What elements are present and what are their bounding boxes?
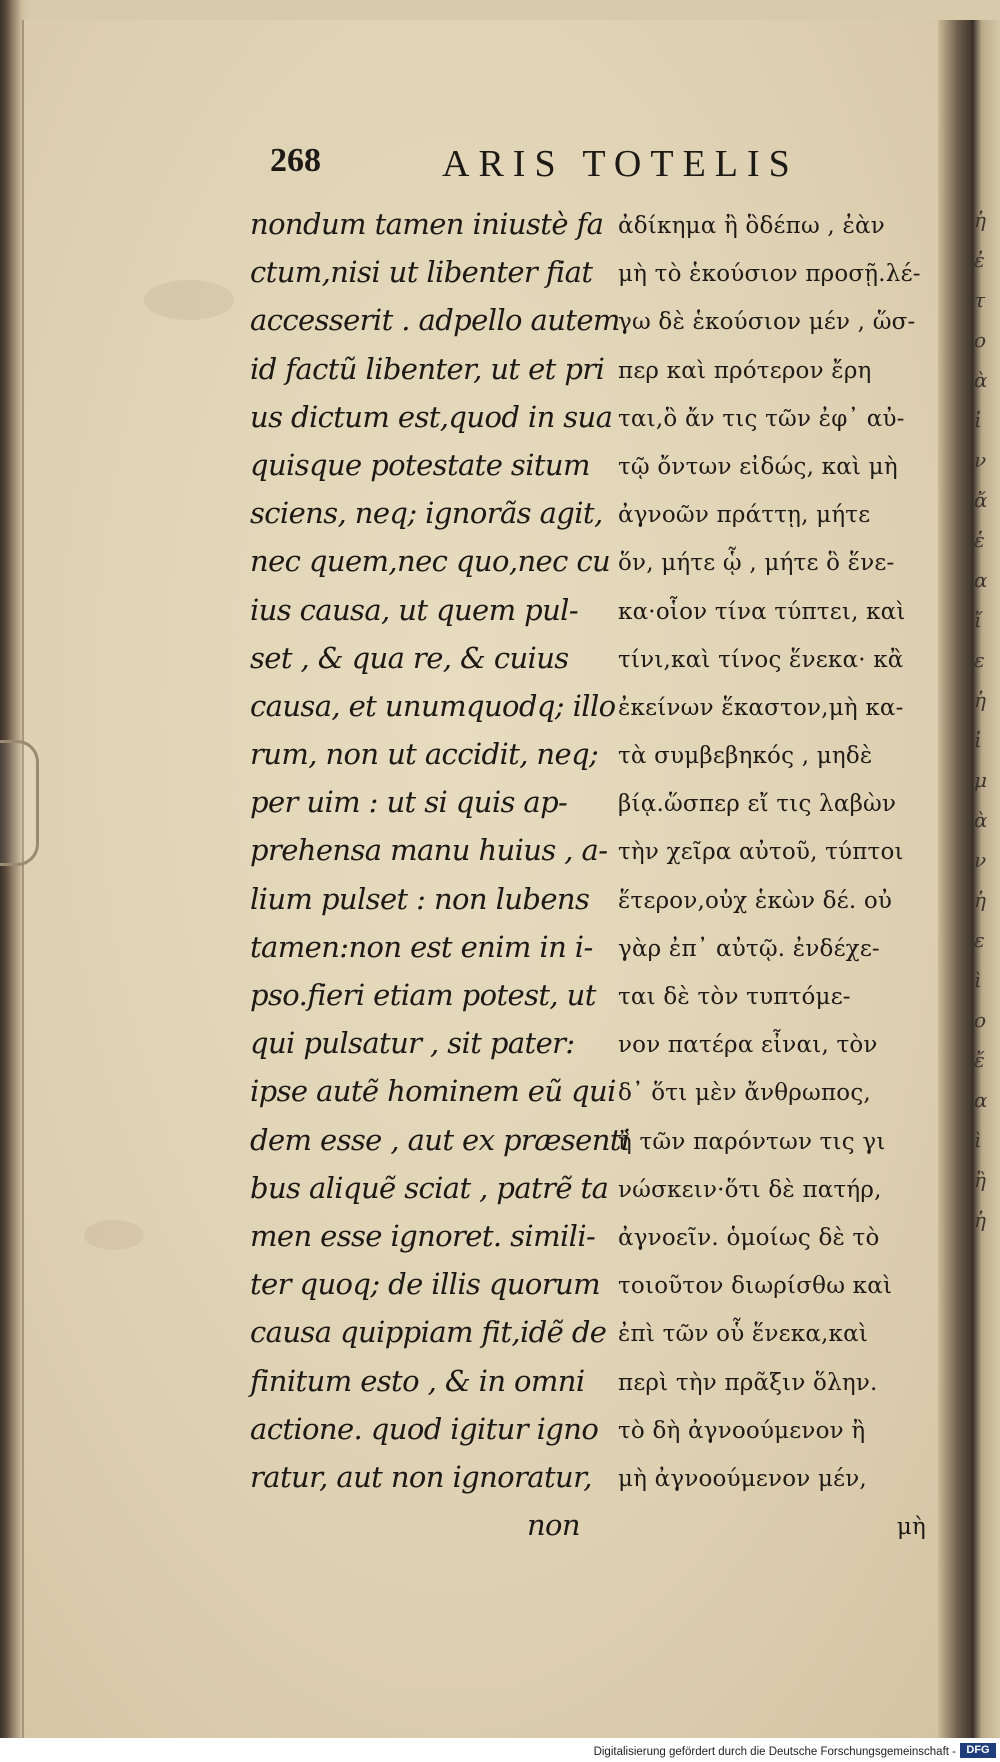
latin-line: tamen:non est enim in i- <box>250 929 593 964</box>
greek-catchword: μὴ <box>896 1514 926 1541</box>
latin-catchword: non <box>526 1508 580 1543</box>
latin-line: men esse ignoret. simili- <box>250 1218 596 1253</box>
paper-stain <box>144 280 234 320</box>
digitization-credit: Digitalisierung gefördert durch die Deutsche Forschungsgemeinschaft - <box>593 1746 956 1758</box>
greek-line: νον πατέρα εἶναι, τὸν <box>618 1032 878 1059</box>
greek-line: τοιοῦτον διωρίσθω καὶ <box>618 1273 893 1300</box>
dfg-logo: DFG <box>960 1743 996 1758</box>
greek-line: κα·οἷον τίνα τύπτει, καὶ <box>618 598 906 625</box>
latin-line: quisque potestate situm <box>250 447 590 482</box>
greek-line: ἐκείνων ἕκαστον,μὴ κα- <box>618 694 904 721</box>
latin-line: causa, et unumquodq; illo <box>250 688 616 723</box>
greek-line: ἐπὶ τῶν οὗ ἕνεκα,καὶ <box>618 1321 869 1348</box>
latin-line: causa quippiam fit,idẽ de <box>250 1315 607 1350</box>
greek-line: γω δὲ ἑκούσιον μέν , ὥσ- <box>618 309 916 336</box>
latin-line: nondum tamen iniustè fa <box>250 207 604 241</box>
latin-line: finitum esto , & in omni <box>250 1363 585 1398</box>
latin-line: ius causa, ut quem pul- <box>250 592 579 627</box>
greek-line: ἀδίκημα ἢ ὃδέπω , ἐὰν <box>618 213 885 239</box>
latin-line: bus aliquẽ sciat , patrẽ ta <box>250 1170 609 1205</box>
greek-line: περ καὶ πρότερον ἔρη <box>618 357 872 384</box>
latin-line: actione. quod igitur igno <box>250 1411 599 1446</box>
latin-line: pso.fieri etiam potest, ut <box>250 978 596 1012</box>
greek-line: περὶ τὴν πρᾶξιν ὅλην. <box>618 1369 878 1396</box>
latin-line: lium pulset : non lubens <box>250 881 590 916</box>
page-clasp-mark <box>0 740 39 866</box>
greek-line: ἢ τῶν παρόντων τις γι <box>618 1128 886 1155</box>
greek-line: ἀγνοεῖν. ὁμοίως δὲ τὸ <box>618 1224 880 1251</box>
greek-line: τῷ ὄντων εἰδώς, καὶ μὴ <box>618 453 898 480</box>
latin-line: us dictum est,quod in sua <box>250 399 613 434</box>
greek-line: ὅν, μήτε ᾧ , μήτε ὃ ἕνε- <box>618 550 895 577</box>
footer-bar <box>0 1738 1000 1762</box>
running-head: ARIS TOTELIS <box>442 143 799 185</box>
latin-line: accesserit . adpello autem <box>250 303 620 338</box>
latin-line: per uim : ut si quis ap- <box>250 785 568 820</box>
latin-line: dem esse , aut ex præsenti <box>250 1122 630 1157</box>
adjacent-page-edge <box>972 20 1000 1738</box>
greek-line: δ᾽ ὅτι μὲν ἄνθρωπος, <box>618 1080 871 1107</box>
greek-line: μὴ ἀγνοούμενον μέν, <box>618 1465 867 1492</box>
latin-line: ipse autẽ hominem eũ qui <box>250 1074 616 1109</box>
adjacent-page-fragments: ἡ ἐ τ ο ὰ ἰ ν ἄ ἑ α ἴ ε ἡ ἰ μ ὰ ν ἡ ε ὶ ο ἔ α ὶ ἢ ἡ <box>974 208 989 1232</box>
latin-line: ctum,nisi ut libenter fiat <box>250 255 593 290</box>
greek-line: τὰ συμβεβηκός , μηδὲ <box>618 743 873 770</box>
latin-line: rum, non ut accidit, neq; <box>250 737 599 772</box>
latin-line: ter quoq; de illis quorum <box>250 1267 601 1302</box>
latin-line: prehensa manu huius , a- <box>250 833 608 868</box>
greek-line: τὴν χεῖρα αὐτοῦ, τύπτοι <box>618 839 904 866</box>
greek-line: τὸ δὴ ἀγνοούμενον ἢ <box>618 1417 866 1444</box>
latin-line: set , & qua re, & cuius <box>250 640 569 675</box>
greek-line: μὴ τὸ ἑκούσιον προσῇ.λέ- <box>618 261 921 288</box>
greek-line: νώσκειν·ὅτι δὲ πατήρ, <box>618 1176 882 1203</box>
page-number: 268 <box>270 142 321 179</box>
page-header <box>270 142 880 192</box>
greek-line: τίνι,καὶ τίνος ἕνεκα· κἂ <box>618 646 904 673</box>
paper-stain <box>84 1220 144 1250</box>
greek-text-column <box>618 202 948 1551</box>
greek-line: γὰρ ἐπ᾽ αὐτῷ. ἐνδέχε- <box>618 935 880 962</box>
greek-line: ται δὲ τὸν τυπτόμε- <box>618 984 851 1010</box>
latin-text-column <box>250 200 630 1549</box>
latin-line: sciens, neq; ignorãs agit, <box>250 496 603 531</box>
greek-line: ἕτερον,οὐχ ἑκὼν δέ. οὐ <box>618 887 893 914</box>
greek-line: ἀγνοῶν πράττῃ, μήτε <box>618 502 871 529</box>
greek-line: ται,ὃ ἄν τις τῶν ἐφ᾽ αὐ- <box>618 405 905 432</box>
latin-line: id factũ libenter, ut et pri <box>250 351 605 386</box>
latin-line: nec quem,nec quo,nec cu <box>250 544 611 579</box>
latin-line: ratur, aut non ignoratur, <box>250 1459 592 1494</box>
greek-line: βίᾳ.ὥσπερ εἴ τις λαβὼν <box>618 791 897 818</box>
latin-line: qui pulsatur , sit pater: <box>250 1026 575 1061</box>
